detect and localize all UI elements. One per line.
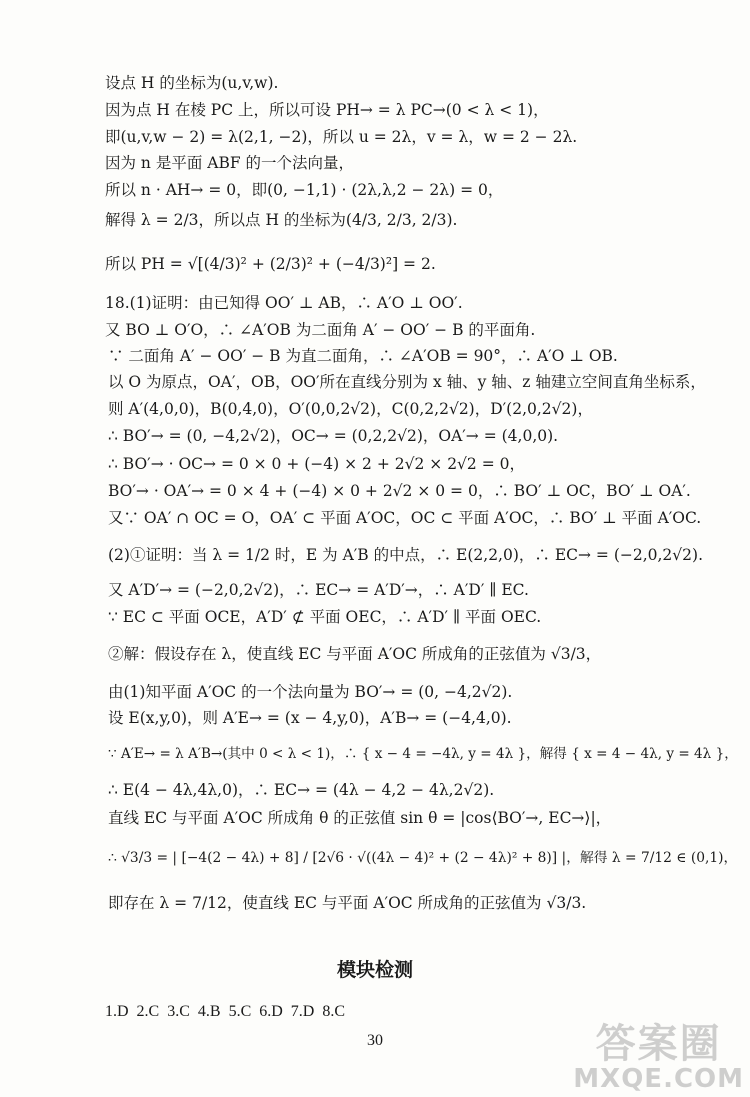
text-line: 因为 n 是平面 ABF 的一个法向量，	[105, 154, 355, 172]
text-line: 设点 H 的坐标为(u,v,w).	[105, 74, 279, 92]
text-line: ∴ BO′→ · OC→ = 0 × 0 + (−4) × 2 + 2√2 × 2√2 = 0，	[108, 455, 525, 473]
text-line: BO′→ · OA′→ = 0 × 4 + (−4) × 0 + 2√2 × 0 = 0，∴ BO′ ⊥ OC，BO′ ⊥ OA′.	[108, 482, 691, 500]
section-title: 模块检测	[336, 959, 413, 981]
text-line: 即存在 λ = 7/12，使直线 EC 与平面 A′OC 所成角的正弦值为 √3/3.	[108, 894, 587, 912]
watermark-url: MXQE.COM	[573, 1064, 744, 1094]
text-line: 又∵ OA′ ∩ OC = O，OA′ ⊂ 平面 A′OC，OC ⊂ 平面 A′OC，∴ BO′ ⊥ 平面 A′OC.	[108, 509, 702, 527]
text-line: 直线 EC 与平面 A′OC 所成角 θ 的正弦值 sin θ = |cos⟨BO′→, EC→⟩|，	[108, 809, 612, 827]
page-number: 30	[367, 1032, 383, 1049]
text-line: 18.(1)证明：由已知得 OO′ ⊥ AB，∴ A′O ⊥ OO′.	[105, 294, 463, 312]
text-line: ∵ EC ⊂ 平面 OCE，A′D′ ⊄ 平面 OEC，∴ A′D′ ∥ 平面 OEC.	[108, 608, 542, 626]
text-line: 所以 PH = √[(4/3)² + (2/3)² + (−4/3)²] = 2.	[105, 255, 436, 273]
answer-key: 1.D 2.C 3.C 4.B 5.C 6.D 7.D 8.C	[105, 1003, 346, 1020]
text-line: ∴ E(4 − 4λ,4λ,0)，∴ EC→ = (4λ − 4,2 − 4λ,2√2).	[108, 781, 495, 799]
text-line: 以 O 为原点，OA′，OB，OO′所在直线分别为 x 轴、y 轴、z 轴建立空间直角坐标系，	[108, 373, 706, 391]
watermark-logo: 答案圈	[595, 1021, 722, 1067]
text-line: 设 E(x,y,0)，则 A′E→ = (x − 4,y,0)，A′B→ = (−4,4,0).	[108, 709, 512, 727]
text-line: 又 A′D′→ = (−2,0,2√2)，∴ EC→ = A′D′→，∴ A′D′ ∥ EC.	[108, 581, 529, 599]
text-line: ②解：假设存在 λ，使直线 EC 与平面 A′OC 所成角的正弦值为 √3/3，	[108, 645, 602, 663]
text-line: 则 A′(4,0,0)，B(0,4,0)，O′(0,0,2√2)，C(0,2,2√2)，D′(2,0,2√2)，	[108, 400, 593, 418]
text-line: ∵ A′E→ = λ A′B→(其中 0 < λ < 1)，∴ { x − 4 = −4λ, y = 4λ }，解得 { x = 4 − 4λ, y = 4λ }，	[108, 746, 738, 762]
text-line: 由(1)知平面 A′OC 的一个法向量为 BO′→ = (0, −4,2√2).	[108, 683, 513, 701]
text-line: 又 BO ⊥ O′O，∴ ∠A′OB 为二面角 A′ − OO′ − B 的平面角.	[105, 321, 536, 339]
text-line: 解得 λ = 2/3，所以点 H 的坐标为(4/3, 2/3, 2/3).	[105, 211, 458, 229]
watermark	[573, 1023, 744, 1093]
text-line: 所以 n · AH→ = 0，即(0, −1,1) · (2λ,λ,2 − 2λ) = 0，	[105, 181, 504, 199]
text-line: ∴ BO′→ = (0, −4,2√2)，OC→ = (0,2,2√2)，OA′→ = (4,0,0).	[108, 427, 559, 445]
text-line: 因为点 H 在棱 PC 上，所以可设 PH→ = λ PC→(0 < λ < 1)，	[105, 101, 549, 119]
text-line: ∴ √3/3 = | [−4(2 − 4λ) + 8] / [2√6 · √((4λ − 4)² + (2 − 4λ)² + 8)] |，解得 λ = 7/12 ∈ (0,1)，	[108, 850, 738, 866]
text-line: 即(u,v,w − 2) = λ(2,1, −2)，所以 u = 2λ，v = λ，w = 2 − 2λ.	[105, 128, 578, 146]
text-line: ∵ 二面角 A′ − OO′ − B 为直二面角，∴ ∠A′OB = 90°，∴ A′O ⊥ OB.	[108, 347, 618, 365]
text-line: (2)①证明：当 λ = 1/2 时，E 为 A′B 的中点，∴ E(2,2,0)，∴ EC→ = (−2,0,2√2).	[108, 546, 704, 564]
